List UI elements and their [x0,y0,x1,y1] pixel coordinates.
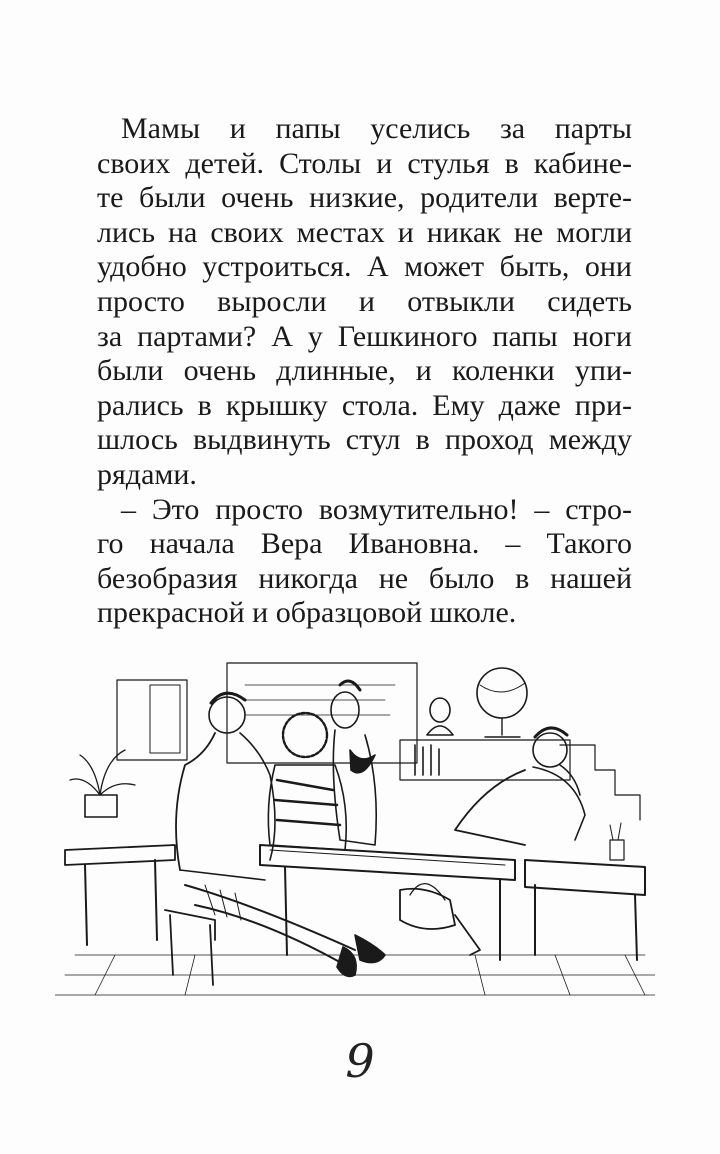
text-line: были очень длинные, и коленки упи- [97,354,632,388]
body-text [97,112,632,631]
text-line: – Это просто возмутительно! – стро- [121,492,632,526]
classroom-illustration [55,655,655,1000]
text-line: удобно устроиться. А может быть, они [97,250,632,284]
desk [65,845,175,865]
text-line: те были очень низкие, родители верте- [97,181,632,215]
text-line: рядами. [97,457,197,491]
text-line: шлось выдвинуть стул в проход между [97,423,632,457]
bookshelf [400,740,570,780]
text-line: го начала Вера Ивановна. – Такого [97,527,632,561]
text-line: безобразия никогда не было в нашей [97,561,632,595]
woman-head [283,713,327,757]
handbag [400,889,455,929]
wall-frame [150,685,180,753]
text-line: лись на своих местах и никак не могли [97,215,632,249]
wall-frame [117,680,187,760]
woman-head [331,692,359,728]
text-line: просто выросли и отвыкли сидеть [97,284,632,318]
page-number: 9 [345,1034,375,1088]
text-line: за партами? А у Гешкиного папы ноги [97,319,632,353]
globe [477,668,527,718]
text-line: прекрасной и образцовой школе. [97,596,517,630]
text-line: Мамы и папы уселись за парты [121,112,632,145]
text-line: рались в крышку стола. Ему даже при- [97,388,632,422]
man-head [533,733,567,767]
desk [525,860,645,895]
desk [260,845,515,880]
text-line: своих детей. Столы и стулья в кабине- [97,146,632,180]
